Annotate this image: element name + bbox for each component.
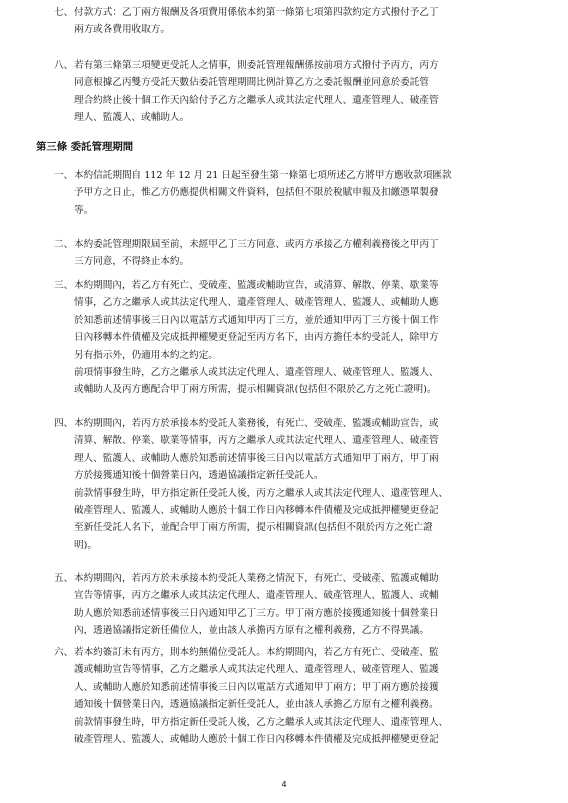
clause-line: 清算、解散、停業、歇業等情事，丙方之繼承人或其法定代理人、遺產管理人、破產管 [74,435,439,447]
clause-number: 六、 [54,647,74,658]
clause-body [74,570,530,640]
page-number: 4 [281,780,287,789]
clause-line: 前項情事發生時，乙方之繼承人或其法定代理人、遺產管理人、破產管理人、監護人、 [74,367,439,379]
clause-line: 本約委託管理期限屆至前，未經甲乙丁三方同意、或丙方承接乙方權利義務後之甲丙丁 [74,239,439,250]
clause-line: 同意根據乙丙雙方受託天數佔委託管理期間比例計算乙方之委託報酬並同意於委託管 [74,77,429,89]
clause-body [74,57,530,127]
clause-line: 兩方或各費用收取方。 [74,24,170,36]
clause-line: 本約期間內，若丙方於承接本約受託人業務後，有死亡、受破產、監護或輔助宣告，或 [74,418,439,429]
clause-line: 內，透過協議指定新任備位人，並由該人承擔丙方原有之權利義務，乙方不得異議。 [74,625,429,637]
clause-line: 明)。 [74,539,97,551]
clause-line: 或輔助人及丙方應配合甲丁兩方所需，提示相關資訊(包括但不限於乙方之死亡證明)。 [74,384,437,396]
clause-line: 護或輔助宣告等情事，乙方之繼承人或其法定代理人、遺產管理人、破產管理人、監護 [74,664,439,676]
clause-line: 前款情事發生時，甲方指定新任受託人後，乙方之繼承人或其法定代理人、遺產管理人、 [74,716,449,728]
clause-line: 助人應於知悉前述情事後三日內通知甲乙丁三方。甲丁兩方應於接獲通知後十個營業日 [74,607,439,619]
clause-body [74,236,530,271]
clause-line: 破產管理人、監護人、或輔助人應於十個工作日內移轉本件債權及完成抵押權變更登記 [74,505,439,517]
clause-line: 本約期間內，若乙方有死亡、受破產、監護或輔助宣告，或清算、解散、停業、歇業等 [74,280,439,291]
clause-line: 付款方式：乙丁兩方報酬及各項費用係依本約第一條第七項第四款約定方式撥付予乙丁 [74,7,439,18]
clause-number: 二、 [54,239,74,250]
clause-line: 破產管理人、監護人、或輔助人應於十個工作日內移轉本件債權及完成抵押權變更登記 [74,734,439,746]
clause-number: 八、 [54,60,74,71]
clause-body [74,4,530,39]
clause-number: 一、 [54,170,74,181]
clause-line: 本約期間內，若丙方於未承接本約受託人業務之情況下，有死亡、受破產、監護或輔助 [74,573,439,584]
clause-line: 情事，乙方之繼承人或其法定代理人、遺產管理人、破產管理人、監護人、或輔助人應 [74,297,439,309]
section-title: 第三條 委託管理期間 [36,141,134,153]
clause-line: 三方同意，不得終止本約。 [74,256,190,268]
clause-line: 若本約簽訂未有丙方，則本約無備位受託人。本約期間內，若乙方有死亡、受破產、監 [74,647,439,658]
clause-line: 人、或輔助人應於知悉前述情事後三日內以電話方式通知甲丁兩方；甲丁兩方應於接獲 [74,681,439,693]
clause-line: 至新任受託人名下，並配合甲丁兩方所需，提示相關資訊(包括但不限於丙方之死亡證 [74,522,433,534]
clause-line: 前款情事發生時，甲方指定新任受託人後，丙方之繼承人或其法定代理人、遺產管理人、 [74,487,449,499]
clause-line: 等。 [74,204,94,216]
clause-line: 另有指示外，仍適用本約之約定。 [74,349,218,361]
clause-line: 日內移轉本件債權及完成抵押權變更登記至丙方名下，由丙方擔任本約受託人，除甲方 [74,332,439,344]
clause-line: 於知悉前述情事後三日內以電話方式通知甲丙丁三方，並於通知甲丙丁三方後十個工作 [74,314,439,326]
clause-line: 理人、監護人、或輔助人。 [74,112,190,124]
clause-number: 五、 [54,573,74,584]
clause-number: 七、 [54,7,74,18]
clause-line: 若有第三條第三項變更受託人之情事，則委託管理報酬係按前項方式撥付予丙方，丙方 [74,60,439,71]
clause-body [74,644,530,748]
clause-line: 理合約終止後十個工作天內給付予乙方之繼承人或其法定代理人、遺產管理人、破產管 [74,94,439,106]
clause-body [74,167,530,219]
clause-number: 三、 [54,280,74,291]
clause-number: 四、 [54,418,74,429]
clause-line: 予甲方之日止，惟乙方仍應提供相關文件資料，包括但不限於稅賦申報及扣繳憑單製發 [74,187,439,199]
clause-line: 通知後十個營業日內，透過協議指定新任受託人，並由該人承擔乙方原有之權利義務。 [74,699,439,711]
clause-line: 理人、監護人、或輔助人應於知悉前述情事後三日內以電話方式通知甲丁兩方，甲丁兩 [74,452,439,464]
clause-line: 本約信託期間自 112 年 12 月 21 日起至發生第一條第七項所述乙方將甲方應收款項匯款 [74,170,452,181]
clause-line: 宣告等情事，丙方之繼承人或其法定代理人、遺產管理人、破產管理人、監護人、或輔 [74,590,439,602]
clause-body [74,277,530,399]
clause-line: 方於接獲通知後十個營業日內，透過協議指定新任受託人。 [74,470,324,482]
clause-body [74,415,530,554]
